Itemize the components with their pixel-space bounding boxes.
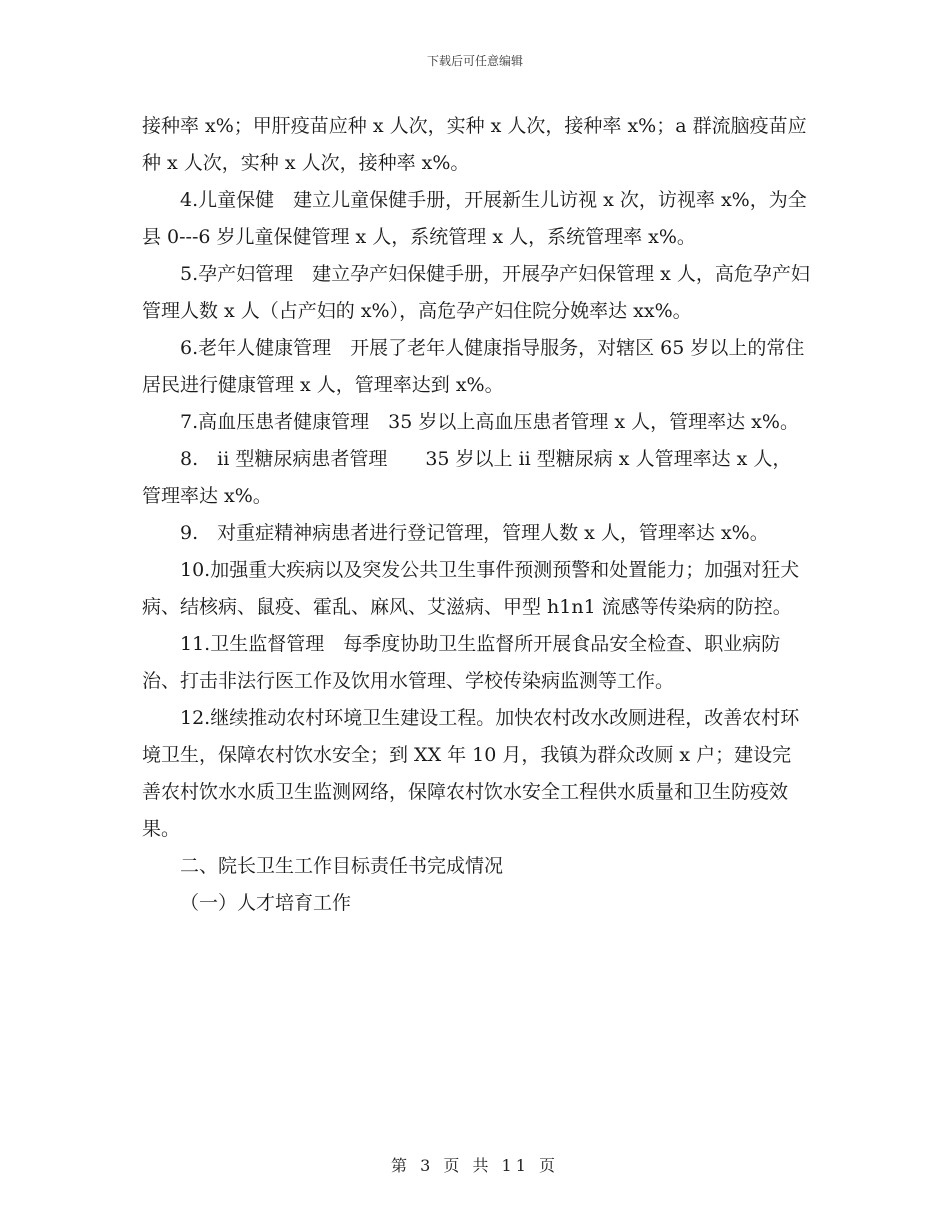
- paragraph: 8. ii 型糖尿病患者管理 35 岁以上 ii 型糖尿病 x 人管理率达 x 人，管理率达 x%。: [142, 448, 792, 507]
- document-body: [142, 108, 810, 922]
- paragraph: 12.继续推动农村环境卫生建设工程。加快农村改水改厕进程，改善农村环境卫生，保障农村饮水安全；到 XX 年 10 月，我镇为群众改厕 x 户；建设完善农村饮水水质卫生监测网络，保障农村饮水安全工程供水质量和卫生防疫效果。: [142, 707, 800, 840]
- paragraph: 7.高血压患者健康管理 35 岁以上高血压患者管理 x 人，管理率达 x%。: [180, 411, 799, 433]
- paragraph: 11.卫生监督管理 每季度协助卫生监督所开展食品安全检查、职业病防治、打击非法行医工作及饮用水管理、学校传染病监测等工作。: [142, 633, 781, 692]
- paragraph: 5.孕产妇管理 建立孕产妇保健手册，开展孕产妇保管理 x 人，高危孕产妇管理人数 x 人（占产妇的 x%），高危孕产妇住院分娩率达 xx%。: [142, 263, 810, 322]
- page-number: 第 3 页 共 11 页: [391, 1156, 559, 1175]
- subsection-heading: （一）人才培育工作: [180, 892, 352, 914]
- paragraph: 10.加强重大疾病以及突发公共卫生事件预测预警和处置能力；加强对狂犬病、结核病、鼠疫、霍乱、麻风、艾滋病、甲型 h1n1 流感等传染病的防控。: [142, 559, 800, 618]
- paragraph: 4.儿童保健 建立儿童保健手册，开展新生儿访视 x 次，访视率 x%，为全县 0---6 岁儿童保健管理 x 人，系统管理 x 人，系统管理率 x%。: [142, 189, 807, 248]
- section-heading: 二、院长卫生工作目标责任书完成情况: [180, 855, 504, 877]
- paragraph: 接种率 x%；甲肝疫苗应种 x 人次，实种 x 人次，接种率 x%；a 群流脑疫苗应种 x 人次，实种 x 人次，接种率 x%。: [142, 115, 807, 174]
- paragraph: 6.老年人健康管理 开展了老年人健康指导服务，对辖区 65 岁以上的常住居民进行健康管理 x 人，管理率达到 x%。: [142, 337, 805, 396]
- page-header: 下载后可任意编辑: [426, 54, 523, 68]
- paragraph: 9. 对重症精神病患者进行登记管理，管理人数 x 人，管理率达 x%。: [180, 522, 769, 544]
